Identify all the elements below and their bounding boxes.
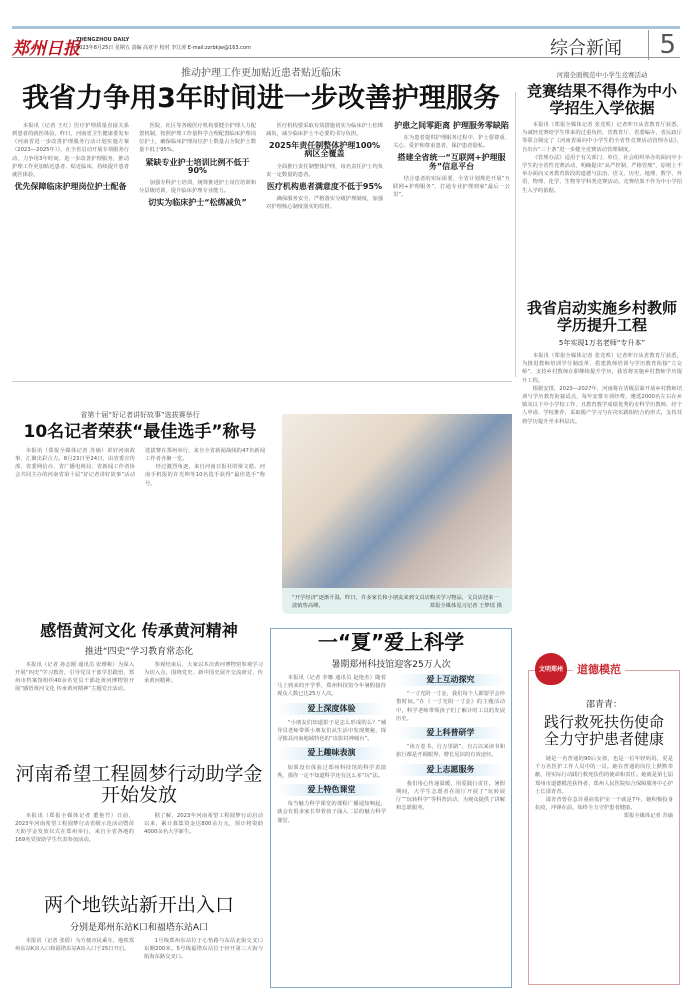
issue-info: 2023年8月25日 星期五 责编 高亚宇 校对 李江涛 E-mail:zzrbkjw@163.com <box>76 45 251 51</box>
subhead: 紧缺专业护士培训比例不低于90% <box>145 157 250 175</box>
paragraph: 根据安排，2023—2027年，河南将在省级层面开展乡村教师培训与学历教育衔接试点，每年安排专项经费，遴选2000名左右在乡镇及以下中小学校工作、且教育教学成绩优秀的专科学历教师，经个人申请、学校推荐，采取脱产学习与在岗实践相结合的形式，支持其将学历提升至本科层次。 <box>522 385 682 425</box>
yellowriver-body: 本报讯（记者 孙志刚 通讯员 张维彬）为深入开展“四史”学习教育，引导党员干部学思践悟，郑州市档案馆组织40余名党员干部赴黄河博物馆开展“感悟黄河文化 传承黄河精神”主题党日活动。 参观结束后，大家以本次黄河博物馆参观学习为切入点，围绕党史、新中国史展开交流研讨，传承黄河精神。 <box>15 661 263 693</box>
reporters-article <box>15 410 265 488</box>
paragraph: “小朋友们知道影子是怎么形成的么？”辅导员老师带领小朋友们从生活中发现奥秘，探寻独具河南地域特色的“皮影封神城台”。 <box>277 719 386 743</box>
contest-kicker: 河南全面规范中小学生竞赛活动 <box>556 71 648 79</box>
paragraph: 每当魅力科学课堂的课程广播通知响起，就会有很多家长带着孩子涌入二层的魅力科学课堂。 <box>277 801 386 824</box>
page-number: 5 <box>648 30 676 60</box>
science-article <box>270 628 512 988</box>
paragraph: 据了解，2023年河南希望工程圆梦行动启动以来，累计募集资金达800余万元，预计将资助4000余名大学新生。 <box>144 812 263 836</box>
metro-title: 两个地铁站新开出入口 <box>43 894 234 916</box>
lead-kicker: 推动护理工作更加贴近患者贴近临床 <box>181 68 341 79</box>
subhead: 医疗机构患者满意度不低于95% <box>266 181 383 191</box>
paper-english-name: ZHENGZHOU DAILY <box>76 37 130 43</box>
civilization-badge-logo: 文明郑州 <box>535 653 567 685</box>
paragraph: 《管理办法》适用于有关部门、单位、社会组织举办的面向中小学生的全省性竞赛活动，明确提出“从严控制、严格管理”，原则上不举办面向义务教育阶段的道德与法治、语文、历史、地理、数学、外语、物理、化学、生物等学科类竞赛活动。竞赛结果不作为中小学招生入学的依据。 <box>522 154 682 194</box>
teacher-subtitle: 5年实现1万名老师“专升本” <box>558 339 646 347</box>
section-heading: 爱上趣味表演 <box>277 747 386 759</box>
model-body <box>535 755 673 821</box>
caption-text: “开学经济”逐渐升温，昨日，许多家长和小朋友来到文具店购买学习物品，文具店迎来一波销售高峰。 <box>292 595 499 609</box>
paragraph: 她是一名普通的90后女孩，也是一位年轻妈妈，更是千万名医护工作人员中的一员。她在普通的岗位上默默奉献，用实际行动践行救死扶伤的使命和责任。她就是第七届郑州市道德模范获得者、郑州人民医院综合保障服务中心护士长邵青青。 <box>535 756 673 795</box>
metro-body <box>15 937 263 962</box>
reporters-body <box>15 447 265 488</box>
photo-caption <box>282 588 512 614</box>
paragraph: “读万卷书，行万里路”，自古以来读书和旅行都是开阔眼界、增长见识的有效途径。 <box>396 744 505 759</box>
subhead: 护患之间零距离 护理服务零缺陷 <box>394 120 509 130</box>
teacher-body <box>522 352 682 426</box>
hope-body <box>15 812 263 845</box>
subhead: 切实为临床护士“松绑减负” <box>148 198 247 208</box>
lead-body: 本报讯（记者 王红）医疗护理质量直接关系到患者的就医体验。昨日，河南省卫生健康委发布《河南省进一步改善护理服务行动计划实施方案（2023—2025年）》，在全省启动开展专项服务行动，力争用3年时间，进一步改善护理服务，推动护理工作更加贴近患者、贴近临床，持续提升患者就医体验。 优先保障临床护理岗位护士配备 医院、社区等各级医疗机构要健全护理人力配置机制，按照护理工作量科学合理配置临床护理岗位护士，确保临床护理岗位护士数量占全院护士数量不低于95%。 紧缺专业护士培训比例不低于90% 加强专科护士培训，统筹推进护士岗位培训和分层级培训，提升临床护理专业能力。 切实为临床护士“松绑减负” 医疗机构要采取有效措施切实为临床护士松绑减负，减少临床护士不必要的书写负担。 2025年责任制整体护理100%病区全覆盖 全面推行责任制整体护理，每名责任护士均负责一定数量的患者。 医疗机构患者满意度不低于95% 确保服务安全，严格落实分级护理制度，加强对护理核心制度落实的监督。 护患之间零距离 护理服务零缺陷 在为患者提供护理服务过程中，护士要尊重、关心、爱护和尊重患者，保护患者隐私。 搭建全省统一“互联网+护理服务”信息平台 结合患者的实际需要，全省计划规范开展“互联网+护理服务”，打通专业护理到家“最后一公里”。 <box>12 120 510 211</box>
subhead: 优先保障临床护理岗位护士配备 <box>14 182 127 192</box>
divider <box>12 381 512 382</box>
top-rule <box>12 26 680 29</box>
stationery-store-photo <box>282 414 512 588</box>
section-heading: 爱上志愿服务 <box>396 764 505 776</box>
metro-subtitle: 分别是郑州东站K口和福塔东站A口 <box>69 922 209 933</box>
divider <box>515 92 516 377</box>
contest-body <box>522 121 682 195</box>
section-heading: 爱上特色课堂 <box>277 784 386 796</box>
newspaper-logo: 郑州日报 <box>12 39 80 59</box>
category-tag: 道德模范 <box>573 661 625 677</box>
paragraph: 我们用心传递温暖，用爱践行责任。暑假期间，大学生志愿者在展厅开展了“玩转展厅”“玩转科学”等科普活动，为观众提供了讲解和志愿服务。 <box>396 780 505 812</box>
section-heading: 爱上互动探究 <box>396 674 505 686</box>
teacher-title: 我省启动实施乡村教师学历提升工程 <box>526 299 677 334</box>
teacher-article <box>522 296 682 426</box>
paragraph: 本报讯（记者 李娜 通讯员 赵艳杰）随着马上到来的开学季，郑州科技馆今年暑假接待观众人数已达25万人次。 <box>277 675 386 698</box>
masthead <box>12 32 680 58</box>
paragraph: 本报讯（郑报全媒体记者 张竞昳）记者昨日从省教育厅获悉，为推进教师培训学分制改革，搭建教师培训与学历教育衔接“立交桥”，支持乡村教师在职继续提升学历，我省将实施乡村教师学历提升工程。 <box>522 353 682 384</box>
hope-title: 河南希望工程圆梦行动助学金开始发放 <box>15 763 263 806</box>
paragraph: 本报讯（记者 张倩）为方便市民乘车，地铁郑州东站K出入口和福塔东站A出入口于25日开启。 <box>15 937 134 953</box>
science-body <box>277 674 505 974</box>
paragraph: 如果没有体验过郑州科技馆的科学表演秀，那你一定不知道科学还有这么多“玩”法。 <box>277 764 386 779</box>
model-name: 邵青青： <box>585 700 622 710</box>
paragraph: 本报讯（郑报全媒体记者 董艳竹）日前，2023年河南希望工程圆梦行动省级示范活动暨苗天助学金发放仪式在郑州举行，来自全省各地的169名受资助学生代表参加活动。 <box>15 812 134 844</box>
yellowriver-article <box>15 622 263 693</box>
lead-article <box>12 64 510 370</box>
hope-article <box>15 764 263 845</box>
metro-article <box>15 895 263 962</box>
paragraph: “一寸光阴一寸金，我们每个人都要学会珍惜时间。”在《一寸光阴一寸金》的主题活动中，科学老师带领孩子们了解计时工具的发展历史。 <box>396 691 505 722</box>
reporters-title: 10名记者荣获“最佳选手”称号 <box>23 422 257 442</box>
news-photo <box>282 414 512 614</box>
paragraph: 本报讯（郑报全媒体记者 苏瑜）讲好河南故事，汇聚出彩合力。8月23日至24日，由省委宣传部、省委网信办、省广播电视局、省新闻工作者协会共同主办的河南省第十届“好记者讲好故事”活动选拔赛在郑州举行，来自全省新闻战线的47名新闻工作者齐聚一堂。 <box>15 447 265 479</box>
paragraph: 经过激烈角逐，来自河南日报社的梁文皓、河南手机报的许光坤等10名选手获得“最佳选手”称号。 <box>145 464 265 487</box>
section-name: 综合新闻 <box>550 38 622 59</box>
byline: 郑报全媒体记者 苏瑜 <box>623 813 673 820</box>
lead-title: 我省力争用3年时间进一步改善护理服务 <box>22 83 500 114</box>
section-heading: 爱上科普研学 <box>396 727 505 739</box>
paragraph: 本报讯（记者 王红）医疗护理质量直接关系到患者的就医体验。昨日，河南省卫生健康委发布《河南省进一步改善护理服务行动计划实施方案（2023—2025年）》，在全省启动开展专项服务行动，力争用3年时间，进一步改善护理服务，推动护理工作更加贴近患者、贴近临床，持续提升患者就医体验。 <box>12 122 130 178</box>
section-heading: 爱上深度体验 <box>277 703 386 715</box>
masthead-info <box>76 36 251 52</box>
yellowriver-subtitle: 推进“四史”学习教育常态化 <box>84 646 194 657</box>
contest-title: 竞赛结果不得作为中小学招生入学依据 <box>526 82 677 117</box>
contest-article <box>522 70 682 195</box>
paragraph: 1号线郑州东站位于心怡路与东站北街交叉口东侧200米。5号线福塔东站位于经开第三大街与航海东路交叉口。 <box>144 937 263 961</box>
reporters-kicker: 省第十届“好记者讲好故事”选拔赛举行 <box>80 411 200 419</box>
science-title: 一“夏”爱上科学 <box>317 630 465 654</box>
paragraph: 邵青青曾在急诊重症监护室一干就是7年，她积极投身抗疫，冲锋在前，始终全力守护患者健康。 <box>535 797 673 812</box>
science-subtitle: 暑期郑州科技馆迎客25万人次 <box>331 660 451 670</box>
model-title: 践行救死扶伤使命 全力守护患者健康 <box>543 713 664 748</box>
paragraph: 本报讯（记者 孙志刚 通讯员 张维彬）为深入开展“四史”学习教育，引导党员干部学思践悟，郑州市档案馆组织40余名党员干部赴黄河博物馆开展“感悟黄河文化 传承黄河精神”主题党日活动。 <box>15 661 134 693</box>
subhead: 2025年责任制整体护理100%病区全覆盖 <box>269 141 380 159</box>
subhead: 搭建全省统一“互联网+护理服务”信息平台 <box>397 153 506 171</box>
photo-credit: 郑报全媒体见习记者 王梦瑶 摄 <box>429 603 502 609</box>
paragraph: 本报讯（郑报全媒体记者 张竞昳）记者昨日从省教育厅获悉，为减轻竞赛给学生带来的过重负担，省教育厅、省委编办、省民政厅等联合制定了《河南省面向中小学生的全省性竞赛活动管理办法》，自出台“三十条”进一步健全竞赛活动管理制度。 <box>522 122 682 153</box>
yellowriver-title: 感悟黄河文化 传承黄河精神 <box>40 621 238 640</box>
moral-model-article <box>528 663 680 985</box>
